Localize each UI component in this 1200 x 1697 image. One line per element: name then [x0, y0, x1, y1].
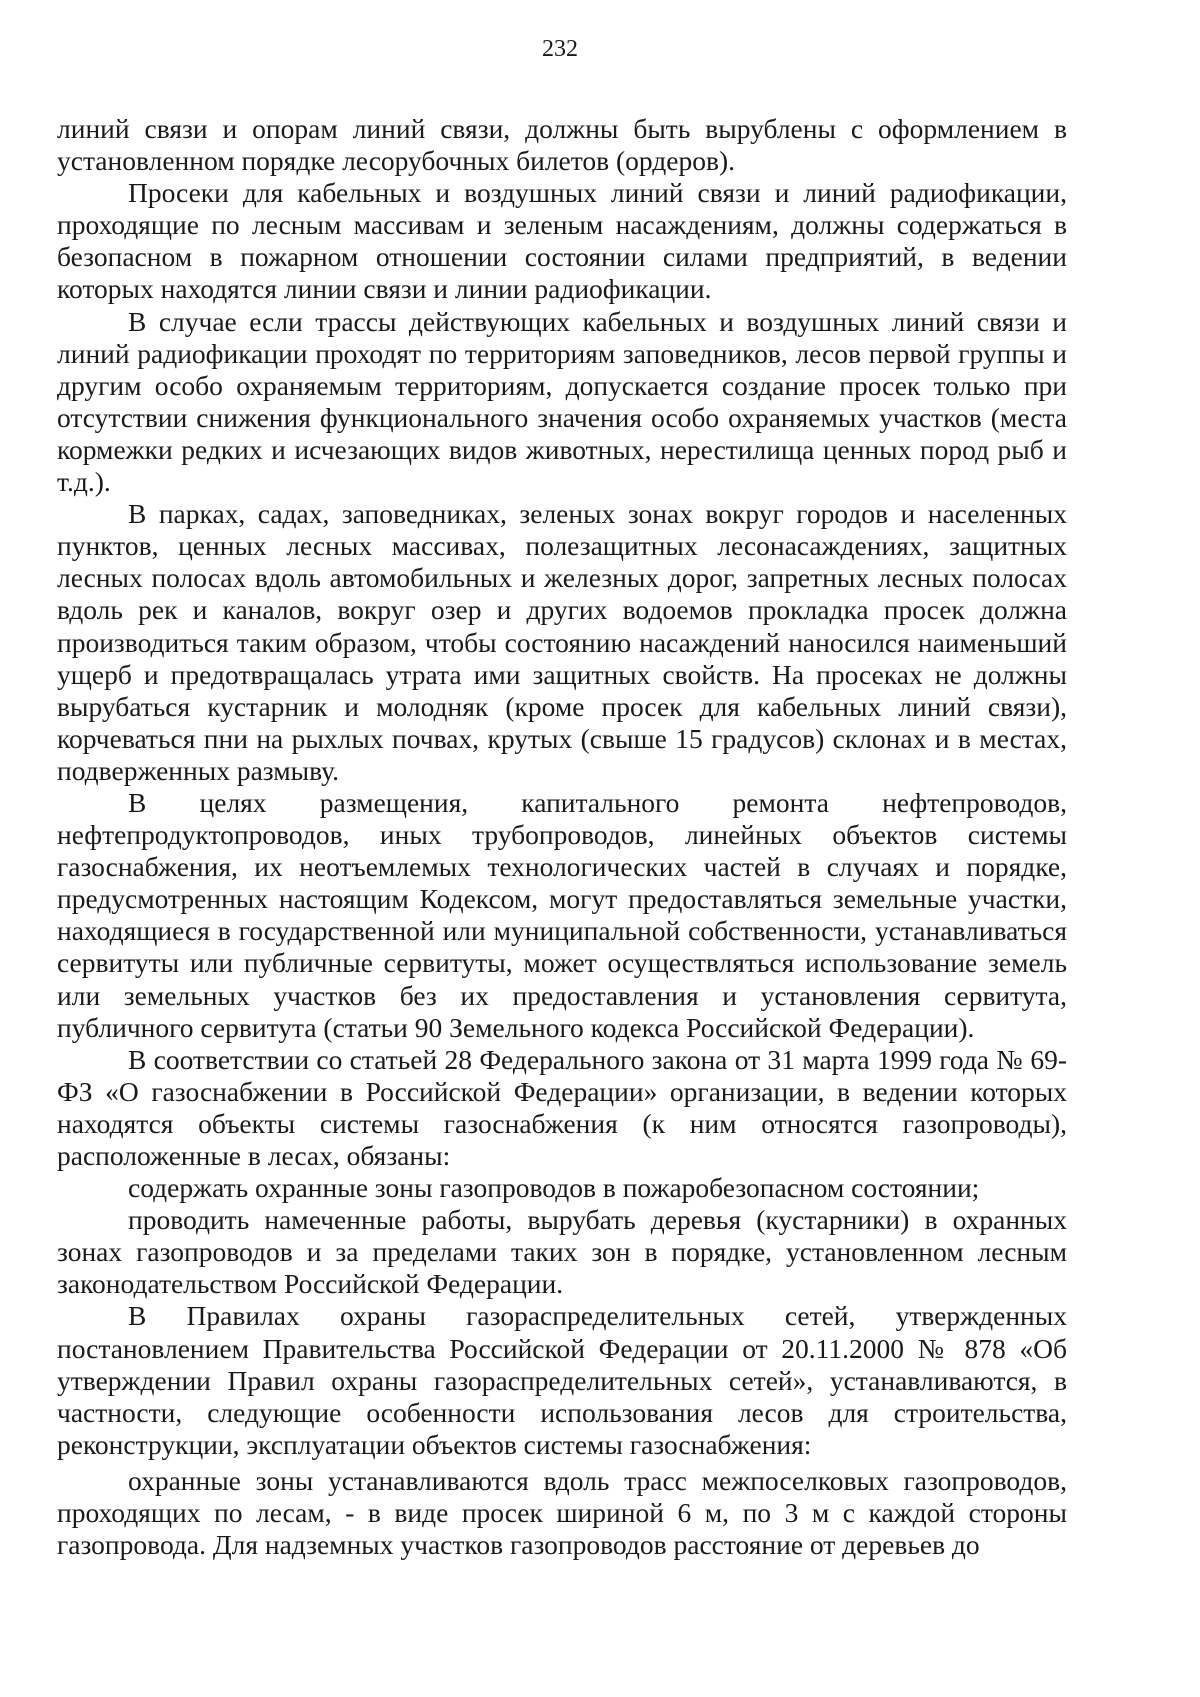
paragraph: В целях размещения, капитального ремонта нефтепроводов, нефтепродуктопроводов, иных трубопроводов, линейных объектов системы газоснабжения, их неотъемлемых технологических частей в случаях и порядке, предусмотренных настоящим Кодексом, могут предоставляться земельные участки, находящиеся в государственной или муниципальной собственности, устанавливаться сервитуты или публичные сервитуты, может осуществляться использование земель или земельных участков без их предоставления и установления сервитута, публичного сервитута (статьи 90 Земельного кодекса Российской Федерации). — [57, 786, 1067, 1043]
page-number: 232 — [542, 36, 578, 62]
paragraph: В случае если трассы действующих кабельных и воздушных линий связи и линий радиофикации проходят по территориям заповедников, лесов первой группы и другим особо охраняемым территориям, допускается создание просек только при отсутствии снижения функционального значения особо охраняемых участков (места кормежки редких и исчезающих видов животных, нерестилища ценных пород рыб и т.д.). — [57, 305, 1067, 498]
paragraph: В парках, садах, заповедниках, зеленых зонах вокруг городов и населенных пунктов, ценных лесных массивах, полезащитных лесонасаждениях, защитных лесных полосах вдоль автомобильных и железных дорог, запретных лесных полосах вдоль рек и каналов, вокруг озер и других водоемов прокладка просек должна производиться таким образом, чтобы состоянию насаждений наносился наименьший ущерб и предотвращалась утрата ими защитных свойств. На просеках не должны вырубаться кустарник и молодняк (кроме просек для кабельных линий связи), корчеваться пни на рыхлых почвах, крутых (свыше 15 градусов) склонах и в местах, подверженных размыву. — [57, 498, 1067, 786]
document-body — [57, 113, 1067, 1561]
paragraph: В соответствии со статьей 28 Федерального закона от 31 марта 1999 года № 69-ФЗ «О газоснабжении в Российской Федерации» организации, в ведении которых находятся объекты системы газоснабжения (к ним относятся газопроводы), расположенные в лесах, обязаны: — [57, 1043, 1067, 1171]
list-paragraph: проводить намеченные работы, вырубать деревья (кустарники) в охранных зонах газопроводов и за пределами таких зон в порядке, установленном лесным законодательством Российской Федерации. — [57, 1204, 1067, 1300]
paragraph: В Правилах охраны газораспределительных сетей, утвержденных постановлением Правительства Российской Федерации от 20.11.2000 № 878 «Об утверждении Правил охраны газораспределительных сетей», устанавливаются, в частности, следующие особенности использования лесов для строительства, реконструкции, эксплуатации объектов системы газоснабжения: — [57, 1300, 1067, 1460]
list-paragraph: охранные зоны устанавливаются вдоль трасс межпоселковых газопроводов, проходящих по лесам, - в виде просек шириной 6 м, по 3 м с каждой стороны газопровода. Для надземных участков газопроводов расстояние от деревьев до — [57, 1464, 1067, 1561]
list-paragraph: содержать охранные зоны газопроводов в пожаробезопасном состоянии; — [128, 1172, 980, 1204]
paragraph: Просеки для кабельных и воздушных линий связи и линий радиофикации, проходящие по лесным массивам и зеленым насаждениям, должны содержаться в безопасном в пожарном отношении состоянии силами предприятий, в ведении которых находятся линии связи и линии радиофикации. — [57, 177, 1067, 305]
paragraph-continuation: линий связи и опорам линий связи, должны быть вырублены с оформлением в установленном порядке лесорубочных билетов (ордеров). — [57, 113, 1067, 177]
